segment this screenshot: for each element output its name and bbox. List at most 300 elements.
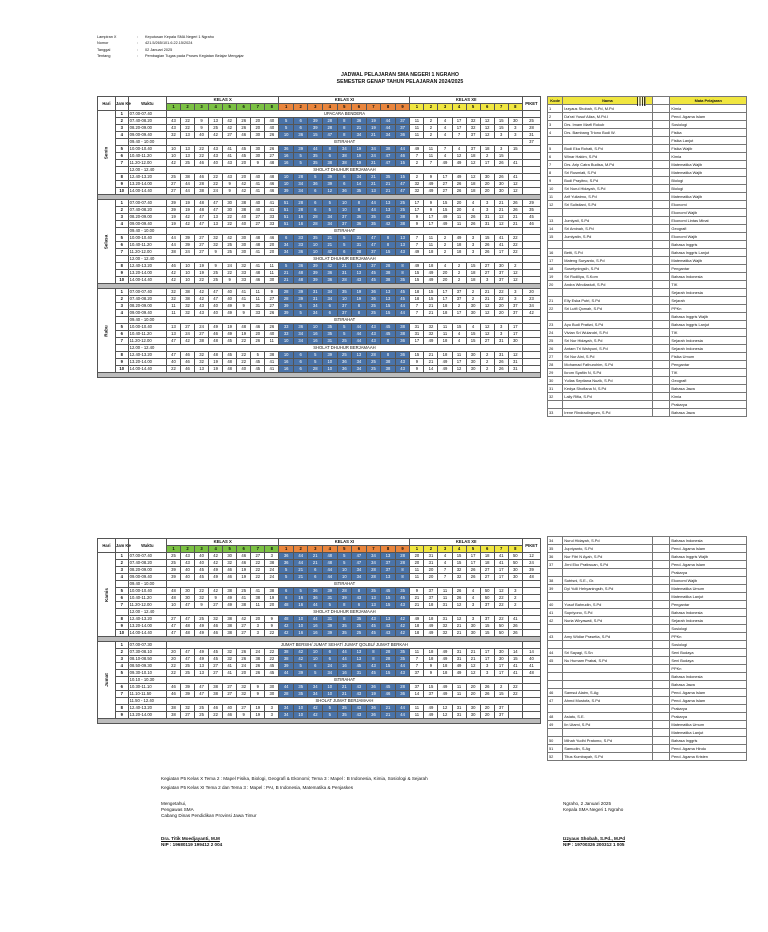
class-number-x: 8 [265,546,279,553]
kelas-x-cell: 42 [166,270,180,277]
class-number-x: 5 [223,104,237,111]
p5-notes: Kegiatan P5 Kelas X Tema 2 : Mapel Fisika, Biologi, Geografi & Ekonomi; Tema 3 : Mapel : B Indonesia, Kimia, Sosiologi & Sejarah Kegiatan P5 Kelas XI Tema 2 dan Tema 3 : Mapel : PAI, B Indonesia, Matematika & Penjaskes [161,776,428,790]
kelas-x-cell: 20 [251,118,265,125]
kelas-xi-cell: 5 [293,588,308,595]
teacher-name: Nuria Wiryawati, S.Pd [563,617,652,625]
kelas-xi-cell: 25 [366,310,381,317]
kelas-x-cell: 38 [166,249,180,256]
teacher-code: 42 [548,617,563,625]
kelas-xii-cell: 11 [438,588,452,595]
kelas-x-cell: 22 [265,656,279,663]
table-row [98,188,541,195]
col-piket: PIKET [522,539,540,553]
kelas-xi-cell: 16 [279,366,294,373]
kelas-x-cell: 49 [223,303,237,310]
kelas-xii-cell: 50 [494,630,508,637]
kelas-xii-cell: 37 [508,310,522,317]
kelas-xii-cell: 18 [438,310,452,317]
class-number-xii: 7 [494,546,508,553]
table-row [98,595,541,602]
kelas-xii-cell: 18 [452,249,466,256]
kelas-xii-cell: 49 [424,705,438,712]
kelas-xi-cell: 13 [395,235,410,242]
kelas-x-cell: 19 [195,270,209,277]
kelas-x-cell: 33 [237,270,251,277]
piket-cell: 41 [522,663,540,670]
kelas-x-cell: 49 [209,567,223,574]
kelas-xi-cell: 43 [352,277,367,284]
kelas-xii-cell: 4 [438,118,452,125]
teacher-blank [652,393,670,401]
kelas-xi-cell: 48 [323,560,338,567]
kelas-xii-cell: 20 [452,207,466,214]
waktu-cell: 13.20-14.00 [128,712,166,719]
kelas-xi-cell: 31 [323,616,338,623]
kelas-xi-cell: 28 [337,277,352,284]
kelas-xi-cell: 51 [279,214,294,221]
jam-cell: 4 [115,221,128,228]
kelas-xii-cell: 9 [410,214,424,221]
kelas-xi-cell: 36 [308,588,323,595]
kelas-xii-cell: 18 [466,188,480,195]
jam-cell: 2 [115,649,128,656]
kelas-xii-cell: 12 [452,153,466,160]
kelas-xii-cell: 18 [424,656,438,663]
jam-cell: 4 [115,310,128,317]
teacher-subject: Biologi [670,177,747,185]
table-row [98,125,541,132]
kelas-x-cell: 24 [223,263,237,270]
kelas-xii-cell: 20 [410,553,424,560]
kelas-x-cell: 44 [166,235,180,242]
kelas-xii-cell: 2 [494,684,508,691]
teacher-name: Yulias Septiana Nuzik, S.Pd [563,377,652,385]
kelas-x-cell: 30 [265,277,279,284]
piket-cell [522,256,540,263]
kelas-xii-cell: 3 [466,235,480,242]
kelas-xi-cell: 16 [308,338,323,345]
kelas-xi-cell: 28 [279,289,294,296]
kelas-xi-cell: 6 [293,366,308,373]
jam-cell: 5 [115,588,128,595]
kelas-x-cell: 40 [181,567,195,574]
kelas-x-cell: 42 [223,118,237,125]
kelas-xii-cell: 12 [508,181,522,188]
kelas-xi-cell: 28 [381,649,396,656]
kelas-x-cell: 38 [265,352,279,359]
kelas-x-cell: 30 [237,249,251,256]
piket-cell [522,630,540,637]
kelas-x-cell: 25 [195,705,209,712]
kelas-x-cell: 38 [251,595,265,602]
kelas-xi-cell: 13 [366,188,381,195]
kelas-xii-cell: 30 [466,303,480,310]
kelas-x-cell: 24 [181,249,195,256]
kelas-x-cell: 25 [181,670,195,677]
kelas-xi-cell: 10 [323,359,338,366]
jam-cell: 9 [115,623,128,630]
list-item [548,241,747,249]
kelas-xi-cell: 36 [395,691,410,698]
piket-cell [522,153,540,160]
kelas-xi-cell: 39 [293,296,308,303]
kelas-xi-cell: 38 [381,366,396,373]
waktu-cell: 08.20-09.00 [128,567,166,574]
kelas-xii-cell: 3 [508,125,522,132]
kelas-xii-cell: 17 [438,296,452,303]
kelas-xii-cell: 37 [494,705,508,712]
kelas-xi-cell: 43 [395,366,410,373]
piket-cell [522,345,540,352]
table-row [98,139,541,146]
kelas-xi-cell: 21 [366,132,381,139]
kelas-x-cell: 30 [251,146,265,153]
teacher-code [548,401,563,409]
teacher-name: Ikrom Syafiin N, S.Pd [563,369,652,377]
kelas-xi-cell: 43 [366,338,381,345]
list-item [548,585,747,593]
kelas-xi-cell: 28 [381,263,396,270]
kelas-xii-cell: 15 [410,270,424,277]
waktu-cell: 14.00-14.40 [128,630,166,637]
kelas-x-cell: 20 [265,602,279,609]
list-item [548,665,747,673]
kelas-xii-cell: 18 [466,277,480,284]
waktu-cell: 11.20-12.00 [128,160,166,167]
table-row [98,712,541,719]
kelas-xi-cell: 35 [308,153,323,160]
teacher-blank [652,673,670,681]
kelas-xi-cell: 21 [323,242,338,249]
kelas-x-cell: 38 [237,200,251,207]
kelas-xii-cell: 37 [508,303,522,310]
teacher-subject: Bahasa Indonesia [670,537,747,545]
teacher-subject: Prakarya [670,713,747,721]
list-item [548,257,747,265]
kelas-xii-cell: 17 [494,249,508,256]
kelas-xii-cell: 17 [410,207,424,214]
kelas-x-cell: 48 [265,174,279,181]
kelas-xi-cell: 5 [279,574,294,581]
kelas-x-cell: 42 [209,560,223,567]
kelas-xi-cell: 10 [279,132,294,139]
kelas-x-cell: 32 [223,560,237,567]
kelas-xi-cell: 6 [323,656,338,663]
jam-cell: 10 [115,366,128,373]
teacher-name [563,313,652,321]
list-item [548,305,747,313]
class-number-x: 7 [251,104,265,111]
teacher-code: 6 [548,153,563,161]
kelas-x-cell: 46 [237,560,251,567]
kelas-x-cell: 45 [195,574,209,581]
jam-cell: 8 [115,352,128,359]
teacher-code: 29 [548,369,563,377]
kelas-x-cell: 22 [181,118,195,125]
kelas-xii-cell: 31 [452,712,466,719]
kelas-xi-cell: 6 [308,200,323,207]
kelas-x-cell: 38 [237,207,251,214]
kelas-xi-cell: 43 [381,630,396,637]
kelas-xii-cell: 21 [424,310,438,317]
kelas-xii-cell: 26 [494,366,508,373]
kelas-x-cell: 25 [223,249,237,256]
kelas-xi-cell: 13 [381,207,396,214]
kelas-xii-cell: 2 [466,296,480,303]
kelas-xii-cell: 14 [508,649,522,656]
teacher-subject: Pengantar [670,265,747,273]
kelas-xii-cell: 12 [452,366,466,373]
waktu-cell: 11.20-12.00 [128,249,166,256]
kelas-xii-cell: 12 [494,214,508,221]
kelas-xi-cell: 38 [337,160,352,167]
piket-cell [522,712,540,719]
teacher-name: Drs. Bambang Triono Budi W. [563,129,652,137]
piket-cell: 20 [522,289,540,296]
teacher-blank [652,265,670,273]
waktu-cell: 10.40-11.20 [128,242,166,249]
kelas-x-cell: 38 [166,705,180,712]
kelas-xi-cell: 44 [323,567,338,574]
kelas-xi-cell: 5 [293,153,308,160]
kelas-x-cell: 5 [251,352,265,359]
kelas-xii-cell: 22 [508,691,522,698]
table-row [98,146,541,153]
teacher-blank [652,321,670,329]
kelas-x-cell: 39 [166,200,180,207]
teacher-blank [652,145,670,153]
waktu-cell: 14.00-14.40 [128,366,166,373]
list-item [548,113,747,121]
kelas-x-cell: 11 [166,303,180,310]
kelas-xi-cell: 43 [381,623,396,630]
teacher-subject: Pend. Agama Islam [670,113,747,121]
kelas-xi-cell: 31 [352,235,367,242]
kelas-xi-cell: 42 [308,705,323,712]
jam-cell: 7 [115,602,128,609]
kelas-xi-cell: 5 [308,670,323,677]
col-piket: PIKET [522,97,540,111]
teacher-blank [652,729,670,737]
kelas-x-cell: 46 [166,691,180,698]
kelas-xi-cell: 35 [308,235,323,242]
kelas-x-cell: 46 [265,235,279,242]
kelas-x-cell: 46 [166,263,180,270]
teacher-name: Mihah Yudhi Pratomo, S.Pd [563,737,652,745]
kelas-xi-cell: 10 [337,207,352,214]
kelas-xii-cell [508,705,522,712]
list-item [548,737,747,745]
teacher-name: Elly Eska Putri, S.Pd [563,297,652,305]
class-number-xi: 3 [308,104,323,111]
teacher-subject: Matematika Wajib [670,257,747,265]
kelas-x-cell: 43 [195,310,209,317]
kelas-xi-cell: 35 [337,623,352,630]
kelas-xi-cell: 28 [308,221,323,228]
piket-cell [522,366,540,373]
list-item [548,217,747,225]
kelas-x-cell: 40 [251,207,265,214]
teacher-blank [652,569,670,577]
teacher-subject: Pend. Agama Islam [670,561,747,569]
kelas-xii-cell: 49 [424,181,438,188]
kelas-xi-cell: 28 [381,656,396,663]
kelas-xi-cell: 43 [395,602,410,609]
class-number-xi: 7 [366,546,381,553]
kelas-x-cell: 40 [237,214,251,221]
kelas-x-cell: 49 [195,649,209,656]
kelas-x-cell: 45 [237,146,251,153]
kelas-xii-cell: 2 [424,118,438,125]
kelas-x-cell: 19 [166,221,180,228]
table-row [98,289,541,296]
kelas-xi-cell: 5 [323,705,338,712]
kelas-xi-cell: 19 [366,118,381,125]
kelas-xi-cell: 5 [337,242,352,249]
teacher-blank [652,201,670,209]
waktu-cell: 11.20-12.00 [128,602,166,609]
kelas-xi-cell: 47 [395,188,410,195]
kelas-x-cell: 41 [223,670,237,677]
kelas-xi-cell: 34 [366,146,381,153]
teacher-subject: Bahasa Jawa [670,385,747,393]
kelas-xi-cell: 38 [395,221,410,228]
kelas-x-cell: 46 [223,567,237,574]
kelas-xii-cell: 31 [438,602,452,609]
kelas-xii-cell: 15 [452,560,466,567]
kelas-xi-cell: 31 [308,289,323,296]
kelas-x-cell: 43 [209,153,223,160]
waktu-cell: 12.00 - 12.40 [128,609,166,616]
kelas-xi-cell: 28 [323,125,338,132]
teacher-name: Titus Kumbayah, S.Pd [563,753,652,761]
kelas-x-cell: 38 [181,289,195,296]
teacher-subject: Sejarah Indonesia [670,337,747,345]
kelas-xi-cell: 43 [352,595,367,602]
list-item [548,377,747,385]
kelas-xi-cell: 16 [293,221,308,228]
waktu-cell: 12.40-13.20 [128,263,166,270]
teacher-code: 10 [548,185,563,193]
kelas-xii-cell: 30 [466,705,480,712]
kelas-x-cell: 43 [166,118,180,125]
list-item [548,321,747,329]
kelas-xii-cell: 22 [508,249,522,256]
kelas-x-cell: 11 [265,263,279,270]
teacher-name: Nu Humam Prabai, S.Pd [563,657,652,665]
teacher-name: Budi Eka Rohati, S.Pd [563,145,652,153]
kelas-xi-cell: 31 [352,242,367,249]
kelas-xi-cell: 39 [323,174,338,181]
teacher-subject: Matematika Wajib [670,169,747,177]
kelas-x-cell: 48 [251,235,265,242]
kelas-x-cell: 20 [237,160,251,167]
teacher-code: 47 [548,697,563,705]
jam-cell [115,167,128,174]
kelas-xi-cell: 13 [381,574,396,581]
list-item [548,649,747,657]
kelas-xii-cell: 22 [494,289,508,296]
kelas-xi-cell: 37 [337,303,352,310]
kelas-x-cell: 26 [265,324,279,331]
teacher-list-2 [547,536,747,761]
kelas-xi-cell: 21 [279,277,294,284]
teacher-subject: Pend. Agama Islam [670,545,747,553]
kelas-xi-cell: 10 [337,200,352,207]
kelas-x-cell: 9 [237,303,251,310]
kelas-xi-cell: 10 [293,712,308,719]
kelas-xi-cell: 5 [323,200,338,207]
kelas-xii-cell: 20 [494,310,508,317]
kelas-xii-cell: 11 [424,153,438,160]
kelas-x-cell: 42 [237,188,251,195]
waktu-cell: 08.20-09.00 [128,125,166,132]
kelas-x-cell: 22 [166,663,180,670]
kelas-xii-cell: 7 [410,235,424,242]
kelas-xi-cell: 35 [395,277,410,284]
teacher-code: 21 [548,297,563,305]
kelas-x-cell: 30 [181,588,195,595]
kelas-xii-cell: 4 [438,560,452,567]
jam-cell: 8 [115,174,128,181]
kelas-xii-cell: 2 [480,153,494,160]
kelas-xii-cell: 12 [452,616,466,623]
teacher-blank [652,585,670,593]
kelas-xi-cell: 37 [381,567,396,574]
waktu-cell: 09.00-09.40 [128,221,166,228]
teacher-code: 34 [548,537,563,545]
kelas-xi-cell: 38 [395,331,410,338]
kelas-x-cell: 13 [209,118,223,125]
teacher-subject: TIK [670,329,747,337]
kelas-xi-cell: 34 [352,366,367,373]
kelas-x-cell: 49 [223,331,237,338]
teacher-blank [652,241,670,249]
kelas-x-cell: 33 [265,214,279,221]
kelas-xi-cell: 28 [308,214,323,221]
kelas-xi-cell: 35 [337,705,352,712]
class-number-xii: 1 [410,104,424,111]
piket-cell [522,705,540,712]
teacher-subject: Seni Budaya [670,649,747,657]
kelas-x-cell: 22 [195,588,209,595]
kelas-x-cell: 49 [195,656,209,663]
kelas-x-cell: 38 [237,602,251,609]
kelas-x-cell: 10 [181,270,195,277]
kelas-xii-cell: 11 [438,324,452,331]
table-row [98,200,541,207]
kelas-x-cell: 22 [209,174,223,181]
teacher-name: Sri Aminah, S.Pd [563,225,652,233]
kelas-x-cell: 39 [166,567,180,574]
kelas-xi-cell: 16 [293,595,308,602]
kelas-x-cell: 47 [195,684,209,691]
kelas-xi-cell: 44 [352,338,367,345]
kelas-x-cell: 19 [166,214,180,221]
class-number-xi: 2 [293,546,308,553]
kelas-xii-cell: 30 [494,263,508,270]
kelas-xi-cell: 35 [323,331,338,338]
list-item [548,233,747,241]
list-item [548,185,747,193]
kelas-xi-cell: 34 [323,289,338,296]
kelas-x-cell: 44 [166,242,180,249]
kelas-xii-cell: 11 [410,712,424,719]
class-number-x: 6 [237,546,251,553]
col-kelas-xii: KELAS XII [410,97,523,104]
kelas-xi-cell: 35 [352,616,367,623]
kelas-xi-cell: 10 [308,324,323,331]
